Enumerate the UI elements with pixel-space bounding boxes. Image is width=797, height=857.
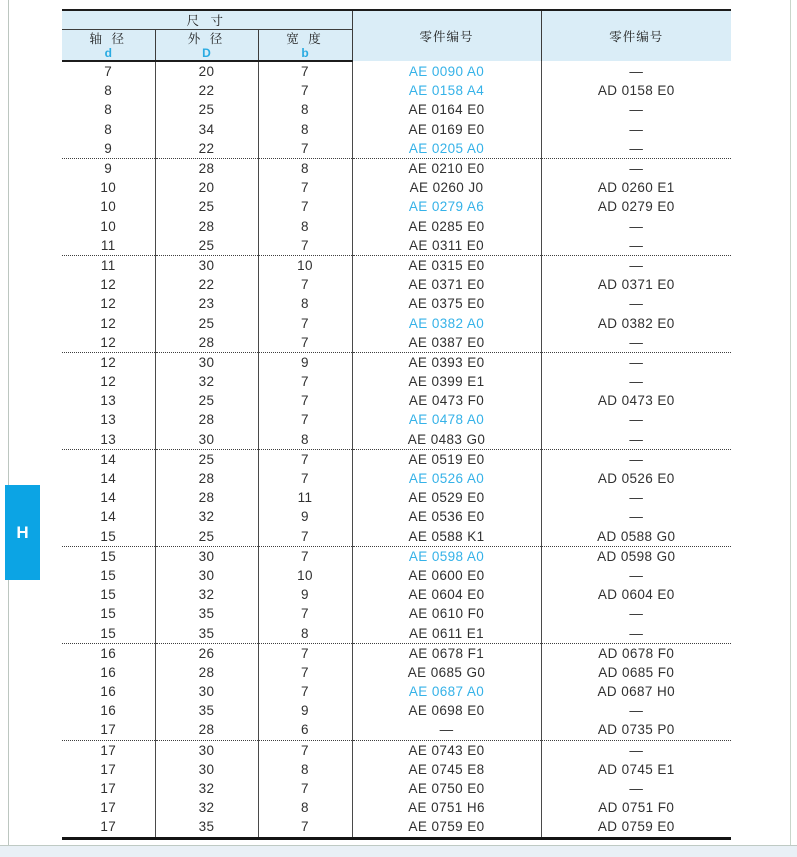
table-row xyxy=(62,643,731,663)
cell-shaft-d: 8 xyxy=(62,100,155,119)
cell-width-b: 7 xyxy=(258,391,352,410)
cell-shaft-d: 14 xyxy=(62,449,155,469)
cell-width-b: 7 xyxy=(258,313,352,332)
cell-shaft-d: 12 xyxy=(62,372,155,391)
cell-shaft-d: 17 xyxy=(62,779,155,798)
cell-part-ae: AE 0588 K1 xyxy=(352,527,541,547)
table-row xyxy=(62,566,731,585)
cell-part-ad: — xyxy=(629,703,644,719)
cell-part-ad: AD 0759 E0 xyxy=(597,819,675,835)
cell-outer-d: 25 xyxy=(155,527,258,547)
cell-outer-d: 22 xyxy=(155,275,258,294)
cell-width-b: 7 xyxy=(258,682,352,701)
cell-shaft-d: 11 xyxy=(62,255,155,275)
cell-width-b: 8 xyxy=(258,100,352,119)
width-symbol: b xyxy=(301,45,309,60)
table-row xyxy=(62,701,731,720)
cell-outer-d: 25 xyxy=(155,236,258,256)
cell-part-ad: AD 0382 E0 xyxy=(597,315,675,331)
cell-width-b: 7 xyxy=(258,604,352,623)
cell-width-b: 7 xyxy=(258,236,352,256)
cell-shaft-d: 7 xyxy=(62,61,155,81)
cell-outer-d: 20 xyxy=(155,61,258,81)
cell-shaft-d: 15 xyxy=(62,546,155,566)
cell-part-ad: — xyxy=(629,606,644,622)
cell-part-ae: AE 0611 E1 xyxy=(352,623,541,643)
cell-shaft-d: 13 xyxy=(62,430,155,450)
cell-width-b: 9 xyxy=(258,585,352,604)
cell-outer-d: 25 xyxy=(155,100,258,119)
cell-outer-d: 35 xyxy=(155,623,258,643)
cell-shaft-d: 16 xyxy=(62,643,155,663)
cell-outer-d: 25 xyxy=(155,197,258,216)
cell-outer-d: 26 xyxy=(155,643,258,663)
table-header xyxy=(62,10,731,61)
shaft-diameter-label: 轴 径 xyxy=(89,31,127,46)
cell-shaft-d: 12 xyxy=(62,333,155,353)
cell-part-ad: — xyxy=(541,430,731,450)
cell-shaft-d: 10 xyxy=(62,217,155,236)
cell-outer-d: 25 xyxy=(155,313,258,332)
cell-part-ad: AD 0526 E0 xyxy=(597,471,675,487)
table-row xyxy=(62,720,731,740)
cell-part-ae: AE 0529 E0 xyxy=(352,488,541,507)
cell-outer-d: 28 xyxy=(155,720,258,740)
table-row xyxy=(62,333,731,353)
table-row xyxy=(62,449,731,469)
cell-width-b: 7 xyxy=(258,779,352,798)
cell-shaft-d: 14 xyxy=(62,507,155,526)
cell-part-ae: AE 0260 J0 xyxy=(352,178,541,197)
table-row xyxy=(62,217,731,236)
cell-shaft-d: 8 xyxy=(62,120,155,139)
cell-part-ae: AE 0375 E0 xyxy=(352,294,541,313)
cell-shaft-d: 11 xyxy=(62,236,155,256)
table-row xyxy=(62,682,731,701)
cell-width-b: 7 xyxy=(258,197,352,216)
table-row xyxy=(62,623,731,643)
cell-part-ad: AD 0685 F0 xyxy=(598,664,675,680)
table-row xyxy=(62,527,731,547)
cell-part-ad: AD 0687 H0 xyxy=(597,684,676,700)
cell-part-ad: — xyxy=(629,412,644,428)
cell-shaft-d: 12 xyxy=(62,313,155,332)
cell-shaft-d: 17 xyxy=(62,720,155,740)
outer-diameter-symbol: D xyxy=(202,45,211,60)
cell-outer-d: 23 xyxy=(155,294,258,313)
parts-table xyxy=(62,9,731,840)
table-row xyxy=(62,488,731,507)
cell-outer-d: 35 xyxy=(155,817,258,838)
cell-outer-d: 30 xyxy=(155,740,258,760)
cell-part-ae: AE 0604 E0 xyxy=(352,585,541,604)
cell-part-ad: — xyxy=(629,354,644,370)
cell-shaft-d: 15 xyxy=(62,566,155,585)
cell-part-ad: AD 0371 E0 xyxy=(597,277,675,293)
table-row xyxy=(62,139,731,159)
cell-part-ae: AE 0399 E1 xyxy=(352,372,541,391)
table-row xyxy=(62,352,731,372)
cell-outer-d: 28 xyxy=(155,217,258,236)
cell-part-ad: — xyxy=(629,742,644,758)
cell-part-ae: AE 0685 G0 xyxy=(352,663,541,682)
cell-width-b: 8 xyxy=(258,294,352,313)
cell-part-ae: AE 0205 A0 xyxy=(352,139,541,159)
width-label: 宽 度 xyxy=(286,31,324,46)
cell-part-ae: AE 0519 E0 xyxy=(352,449,541,469)
table-row xyxy=(62,294,731,313)
cell-part-ad: — xyxy=(629,257,644,273)
cell-outer-d: 25 xyxy=(155,449,258,469)
cell-width-b: 8 xyxy=(258,760,352,779)
cell-shaft-d: 8 xyxy=(62,81,155,100)
cell-shaft-d: 10 xyxy=(62,178,155,197)
cell-outer-d: 30 xyxy=(155,760,258,779)
page-edge-right xyxy=(790,0,791,846)
cell-shaft-d: 17 xyxy=(62,798,155,817)
cell-part-ad: — xyxy=(541,333,731,353)
cell-part-ad: AD 0473 E0 xyxy=(597,393,675,409)
table-body xyxy=(62,61,731,838)
cell-width-b: 9 xyxy=(258,507,352,526)
cell-shaft-d: 14 xyxy=(62,469,155,488)
cell-part-ae: AE 0393 E0 xyxy=(352,352,541,372)
table-row xyxy=(62,275,731,294)
table-row xyxy=(62,236,731,256)
page-bottom-edge xyxy=(0,845,797,857)
chapter-tab-label: H xyxy=(16,522,29,542)
cell-part-ad: — xyxy=(541,139,731,159)
cell-width-b: 7 xyxy=(258,139,352,159)
cell-shaft-d: 16 xyxy=(62,682,155,701)
table-row xyxy=(62,158,731,178)
page-edge-left xyxy=(8,0,9,846)
cell-shaft-d: 10 xyxy=(62,197,155,216)
header-part-number-1: 零件编号 xyxy=(352,10,541,61)
cell-part-ad: AD 0158 E0 xyxy=(597,83,675,99)
cell-width-b: 6 xyxy=(258,720,352,740)
cell-part-ae: AE 0750 E0 xyxy=(352,779,541,798)
cell-part-ae: AE 0751 H6 xyxy=(352,798,541,817)
cell-outer-d: 32 xyxy=(155,779,258,798)
cell-part-ad: AD 0588 G0 xyxy=(541,527,731,547)
cell-part-ae: AE 0698 E0 xyxy=(352,701,541,720)
cell-part-ad: — xyxy=(629,781,644,797)
cell-outer-d: 28 xyxy=(155,663,258,682)
cell-part-ae: AE 0473 F0 xyxy=(352,391,541,410)
cell-part-ae: AE 0285 E0 xyxy=(352,217,541,236)
cell-outer-d: 35 xyxy=(155,604,258,623)
cell-part-ad: AD 0279 E0 xyxy=(597,199,675,215)
cell-part-ad: — xyxy=(629,63,644,79)
cell-width-b: 7 xyxy=(258,275,352,294)
cell-shaft-d: 15 xyxy=(62,604,155,623)
cell-width-b: 7 xyxy=(258,527,352,547)
table-row xyxy=(62,779,731,798)
cell-width-b: 10 xyxy=(258,255,352,275)
cell-outer-d: 28 xyxy=(155,158,258,178)
cell-width-b: 7 xyxy=(258,178,352,197)
cell-part-ae: AE 0478 A0 xyxy=(352,410,541,429)
cell-outer-d: 22 xyxy=(155,139,258,159)
cell-outer-d: 32 xyxy=(155,372,258,391)
cell-part-ae: AE 0382 A0 xyxy=(352,313,541,332)
cell-outer-d: 35 xyxy=(155,701,258,720)
table-row xyxy=(62,81,731,100)
header-size-group: 尺 寸 xyxy=(62,10,352,30)
cell-part-ad: AD 0598 G0 xyxy=(597,548,676,564)
cell-part-ad: — xyxy=(541,236,731,256)
table-row xyxy=(62,430,731,450)
cell-shaft-d: 14 xyxy=(62,488,155,507)
table-row xyxy=(62,585,731,604)
cell-width-b: 8 xyxy=(258,158,352,178)
cell-part-ad: AD 0745 E1 xyxy=(597,761,675,777)
cell-outer-d: 30 xyxy=(155,430,258,450)
cell-shaft-d: 9 xyxy=(62,139,155,159)
cell-part-ae: AE 0279 A6 xyxy=(352,197,541,216)
cell-part-ae: AE 0158 A4 xyxy=(352,81,541,100)
cell-part-ad: AD 0735 P0 xyxy=(541,720,731,740)
cell-shaft-d: 12 xyxy=(62,275,155,294)
cell-width-b: 8 xyxy=(258,120,352,139)
cell-part-ae: AE 0483 G0 xyxy=(352,430,541,450)
cell-width-b: 7 xyxy=(258,61,352,81)
table-row xyxy=(62,760,731,779)
cell-part-ae: AE 0759 E0 xyxy=(352,817,541,838)
cell-part-ae: AE 0745 E8 xyxy=(352,760,541,779)
cell-part-ae: AE 0315 E0 xyxy=(352,255,541,275)
table-row xyxy=(62,663,731,682)
cell-part-ae: AE 0371 E0 xyxy=(352,275,541,294)
cell-part-ae: AE 0210 E0 xyxy=(352,158,541,178)
cell-part-ae: AE 0600 E0 xyxy=(352,566,541,585)
table-row xyxy=(62,410,731,429)
cell-outer-d: 30 xyxy=(155,546,258,566)
table-row xyxy=(62,798,731,817)
table-row xyxy=(62,61,731,81)
cell-outer-d: 30 xyxy=(155,352,258,372)
cell-part-ae: AE 0090 A0 xyxy=(352,61,541,81)
cell-part-ad: — xyxy=(629,121,644,137)
cell-outer-d: 28 xyxy=(155,488,258,507)
cell-part-ae: AE 0387 E0 xyxy=(352,333,541,353)
cell-part-ae: AE 0169 E0 xyxy=(352,120,541,139)
table-row xyxy=(62,197,731,216)
cell-part-ad: — xyxy=(629,102,644,118)
chapter-tab-h xyxy=(5,485,40,580)
cell-part-ad: AD 0604 E0 xyxy=(597,587,675,603)
table-row xyxy=(62,604,731,623)
table-row xyxy=(62,178,731,197)
cell-part-ad: — xyxy=(629,374,644,390)
header-width xyxy=(258,30,352,62)
cell-part-ad: AD 0751 F0 xyxy=(598,800,675,816)
table-row xyxy=(62,391,731,410)
cell-part-ad: AD 0678 F0 xyxy=(598,645,675,661)
table-row xyxy=(62,546,731,566)
cell-outer-d: 30 xyxy=(155,682,258,701)
cell-shaft-d: 9 xyxy=(62,158,155,178)
cell-shaft-d: 13 xyxy=(62,410,155,429)
cell-shaft-d: 16 xyxy=(62,663,155,682)
cell-width-b: 9 xyxy=(258,701,352,720)
cell-part-ad: — xyxy=(629,296,644,312)
cell-shaft-d: 12 xyxy=(62,352,155,372)
cell-outer-d: 32 xyxy=(155,585,258,604)
cell-part-ae: AE 0743 E0 xyxy=(352,740,541,760)
cell-width-b: 7 xyxy=(258,740,352,760)
cell-part-ae: AE 0678 F1 xyxy=(352,643,541,663)
table-row xyxy=(62,469,731,488)
cell-outer-d: 20 xyxy=(155,178,258,197)
cell-part-ad: AD 0260 E1 xyxy=(597,180,675,196)
cell-width-b: 7 xyxy=(258,663,352,682)
cell-outer-d: 22 xyxy=(155,81,258,100)
cell-width-b: 9 xyxy=(258,352,352,372)
cell-part-ae: — xyxy=(352,720,541,740)
table-row xyxy=(62,372,731,391)
cell-width-b: 7 xyxy=(258,81,352,100)
cell-width-b: 11 xyxy=(258,488,352,507)
cell-part-ae: AE 0687 A0 xyxy=(352,682,541,701)
cell-part-ae: AE 0311 E0 xyxy=(352,236,541,256)
table-row xyxy=(62,817,731,838)
cell-outer-d: 34 xyxy=(155,120,258,139)
table-row xyxy=(62,255,731,275)
cell-shaft-d: 15 xyxy=(62,527,155,547)
cell-shaft-d: 16 xyxy=(62,701,155,720)
cell-part-ad: — xyxy=(629,451,644,467)
shaft-diameter-symbol: d xyxy=(104,45,112,60)
cell-part-ae: AE 0164 E0 xyxy=(352,100,541,119)
table-row xyxy=(62,313,731,332)
cell-width-b: 10 xyxy=(258,566,352,585)
cell-outer-d: 28 xyxy=(155,333,258,353)
cell-width-b: 8 xyxy=(258,798,352,817)
cell-width-b: 7 xyxy=(258,546,352,566)
table-row xyxy=(62,100,731,119)
cell-part-ad: — xyxy=(629,490,644,506)
cell-shaft-d: 17 xyxy=(62,740,155,760)
cell-part-ad: — xyxy=(629,161,644,177)
cell-width-b: 7 xyxy=(258,410,352,429)
cell-width-b: 7 xyxy=(258,817,352,838)
cell-width-b: 7 xyxy=(258,372,352,391)
table-row xyxy=(62,507,731,526)
cell-outer-d: 30 xyxy=(155,566,258,585)
cell-shaft-d: 12 xyxy=(62,294,155,313)
cell-part-ad: — xyxy=(629,567,644,583)
table-row xyxy=(62,120,731,139)
cell-shaft-d: 17 xyxy=(62,817,155,838)
cell-shaft-d: 17 xyxy=(62,760,155,779)
cell-width-b: 8 xyxy=(258,217,352,236)
cell-part-ad: — xyxy=(541,623,731,643)
cell-outer-d: 25 xyxy=(155,391,258,410)
cell-shaft-d: 15 xyxy=(62,623,155,643)
cell-shaft-d: 15 xyxy=(62,585,155,604)
table-row xyxy=(62,740,731,760)
cell-width-b: 7 xyxy=(258,643,352,663)
cell-part-ae: AE 0598 A0 xyxy=(352,546,541,566)
cell-part-ad: — xyxy=(629,509,644,525)
cell-width-b: 8 xyxy=(258,430,352,450)
cell-part-ae: AE 0526 A0 xyxy=(352,469,541,488)
cell-width-b: 7 xyxy=(258,449,352,469)
cell-part-ae: AE 0610 F0 xyxy=(352,604,541,623)
cell-outer-d: 30 xyxy=(155,255,258,275)
outer-diameter-label: 外 径 xyxy=(187,31,226,46)
header-part-number-2: 零件编号 xyxy=(541,10,731,61)
cell-part-ad: — xyxy=(629,218,644,234)
cell-width-b: 7 xyxy=(258,333,352,353)
cell-outer-d: 32 xyxy=(155,798,258,817)
cell-outer-d: 28 xyxy=(155,469,258,488)
cell-outer-d: 28 xyxy=(155,410,258,429)
cell-outer-d: 32 xyxy=(155,507,258,526)
cell-width-b: 7 xyxy=(258,469,352,488)
cell-part-ae: AE 0536 E0 xyxy=(352,507,541,526)
cell-shaft-d: 13 xyxy=(62,391,155,410)
header-outer-diameter xyxy=(155,30,258,62)
header-shaft-diameter xyxy=(62,30,155,62)
cell-width-b: 8 xyxy=(258,623,352,643)
